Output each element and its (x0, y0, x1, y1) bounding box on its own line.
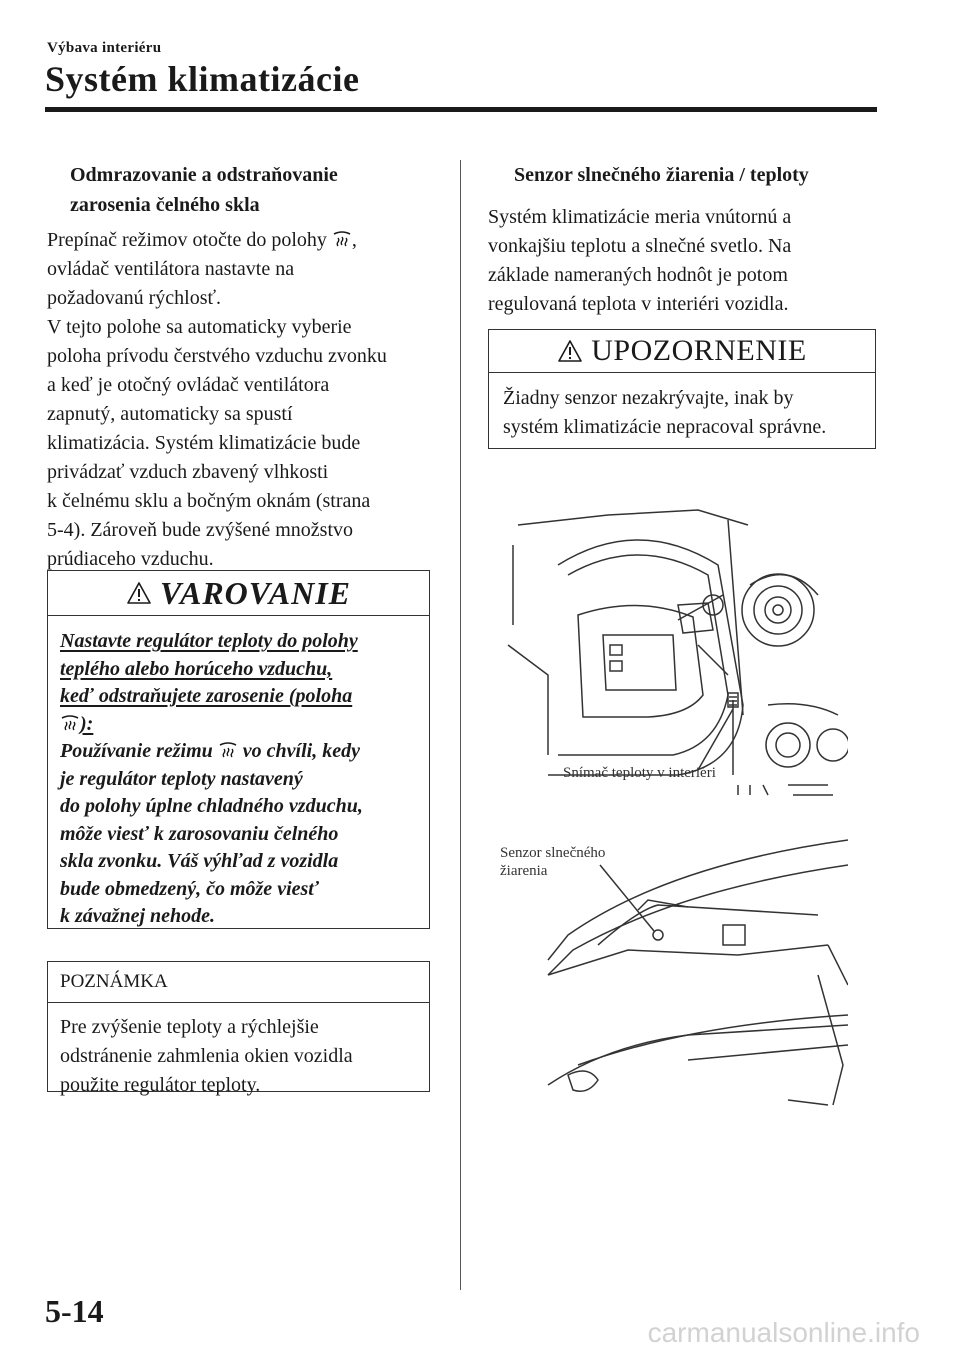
column-divider (460, 160, 461, 1290)
warning-header (48, 571, 429, 616)
sun-sensor-label-line2: žiarenia (500, 863, 548, 879)
defrost-heading: Odmrazovanie a odstraňovanie zarosenia čelného skla (70, 164, 338, 216)
warning-triangle-icon (126, 581, 152, 605)
sensor-body: Systém klimatizácie meria vnútornú a vonkajšiu teplotu a slnečné svetlo. Na základe nameraných hodnôt je potom regulovaná teplota v interiéri vozidla. (488, 206, 792, 315)
defroster-mode-icon (218, 741, 238, 759)
warning-box (47, 570, 430, 929)
sensor-heading: Senzor slnečného žiarenia / teploty (514, 164, 809, 186)
note-body: Pre zvýšenie teploty a rýchlejšie odstránenie zahmlenia okien vozidla použite regulátor teploty. (60, 1016, 353, 1096)
warning-body: Nastavte regulátor teploty do polohy teplého alebo horúceho vzduchu, keď odstraňujete zarosenie (poloha ): Používanie režimu vo chvíli, kedy je regulátor teploty nastavený do polohy úplne chladného vzduchu, môže viesť k zarosovaniu čelného skla zvonku. Váš výhľad z vozidla bude obmedzený, čo môže viesť k závažnej nehode. (60, 630, 363, 927)
caution-triangle-icon (557, 339, 583, 363)
note-box (47, 961, 430, 1096)
chapter-title: Systém klimatizácie (45, 59, 360, 99)
caution-header (489, 330, 875, 373)
caution-box (488, 329, 876, 449)
note-title: POZNÁMKA (48, 962, 429, 1003)
defroster-mode-icon (60, 714, 80, 732)
page-number: 5-14 (45, 1293, 104, 1329)
caution-body: Žiadny senzor nezakrývajte, inak by systém klimatizácie nepracoval správne. (503, 387, 827, 438)
title-rule (45, 107, 877, 112)
caution-title: UPOZORNENIE (591, 334, 807, 367)
interior-sensor-label: Snímač teploty v interiéri (563, 765, 716, 781)
dashboard-drawing (508, 510, 848, 1105)
defroster-mode-icon (332, 230, 352, 248)
warning-title: VAROVANIE (160, 574, 351, 611)
sun-sensor-label-line1: Senzor slnečného (500, 845, 606, 861)
section-label: Výbava interiéru (47, 40, 162, 56)
sensor-illustration (488, 505, 848, 1115)
defrost-body: Prepínač režimov otočte do polohy , ovládač ventilátora nastavte na požadovanú rýchlosť. V tejto polohe sa automaticky vyberie poloha prívodu čerstvého vzduchu zvonku a keď je otočný ovládač ventilátora zapnutý, automaticky sa spustí klimatizácia. Systém klimatizácie bude privádzať vzduch zbavený vlhkosti k čelnému sklu a bočným oknám (strana 5-4). Zároveň bude zvýšené množstvo prúdiaceho vzduchu. (47, 229, 387, 570)
watermark: carmanualsonline.info (647, 1317, 920, 1348)
